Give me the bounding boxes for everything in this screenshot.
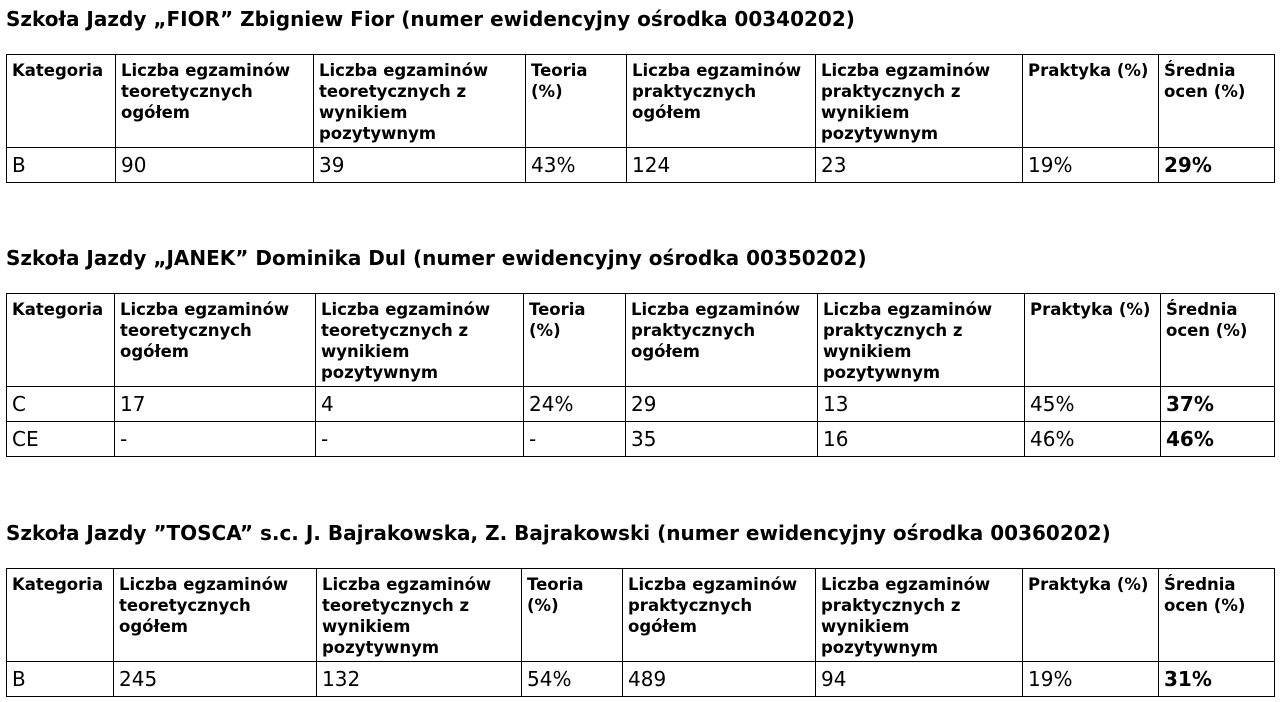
cell-theory-percent: -	[524, 422, 626, 457]
header-category: Kategoria	[7, 294, 115, 387]
header-practice-passed: Liczba egzaminów praktycznych z wynikiem pozytywnym	[816, 569, 1023, 662]
cell-practice-passed: 94	[816, 662, 1023, 697]
header-theory-passed: Liczba egzaminów teoretycznych z wynikiem pozytywnym	[317, 569, 522, 662]
cell-practice-total: 124	[627, 148, 816, 183]
cell-practice-percent: 19%	[1023, 148, 1159, 183]
header-practice-total: Liczba egzaminów praktycznych ogółem	[627, 55, 816, 148]
cell-theory-total: 90	[116, 148, 314, 183]
cell-practice-percent: 19%	[1023, 662, 1159, 697]
cell-theory-percent: 43%	[526, 148, 627, 183]
cell-average: 37%	[1161, 387, 1275, 422]
cell-theory-passed: -	[316, 422, 524, 457]
exam-results-table	[6, 568, 1275, 697]
header-practice-percent: Praktyka (%)	[1023, 569, 1159, 662]
header-theory-percent: Teoria (%)	[524, 294, 626, 387]
cell-average: 29%	[1159, 148, 1275, 183]
header-average: Średnia ocen (%)	[1161, 294, 1275, 387]
header-practice-total: Liczba egzaminów praktycznych ogółem	[623, 569, 816, 662]
cell-category: B	[7, 148, 116, 183]
header-row	[7, 55, 1275, 148]
school-title: Szkoła Jazdy „JANEK” Dominika Dul (numer ewidencyjny ośrodka 00350202)	[6, 246, 867, 270]
cell-practice-total: 489	[623, 662, 816, 697]
header-practice-percent: Praktyka (%)	[1023, 55, 1159, 148]
header-theory-passed: Liczba egzaminów teoretycznych z wynikiem pozytywnym	[314, 55, 526, 148]
cell-practice-percent: 46%	[1025, 422, 1161, 457]
table-row	[7, 422, 1275, 457]
cell-theory-total: 245	[114, 662, 317, 697]
cell-theory-percent: 54%	[522, 662, 623, 697]
cell-theory-total: -	[115, 422, 316, 457]
school-section-fior	[6, 6, 1274, 183]
cell-practice-passed: 13	[818, 387, 1025, 422]
school-section-janek	[6, 245, 1274, 457]
header-practice-passed: Liczba egzaminów praktycznych z wynikiem pozytywnym	[816, 55, 1023, 148]
cell-category: CE	[7, 422, 115, 457]
header-category: Kategoria	[7, 55, 116, 148]
header-theory-total: Liczba egzaminów teoretycznych ogółem	[116, 55, 314, 148]
table-row	[7, 662, 1275, 697]
exam-results-table	[6, 54, 1275, 183]
cell-theory-passed: 39	[314, 148, 526, 183]
cell-theory-passed: 4	[316, 387, 524, 422]
cell-category: B	[7, 662, 114, 697]
header-theory-total: Liczba egzaminów teoretycznych ogółem	[114, 569, 317, 662]
cell-theory-total: 17	[115, 387, 316, 422]
header-row	[7, 294, 1275, 387]
cell-practice-passed: 16	[818, 422, 1025, 457]
table-row	[7, 387, 1275, 422]
exam-results-table	[6, 293, 1275, 457]
cell-theory-percent: 24%	[524, 387, 626, 422]
header-category: Kategoria	[7, 569, 114, 662]
cell-practice-passed: 23	[816, 148, 1023, 183]
table-row	[7, 148, 1275, 183]
school-section-tosca	[6, 520, 1274, 697]
cell-average: 46%	[1161, 422, 1275, 457]
school-title: Szkoła Jazdy „FIOR” Zbigniew Fior (numer ewidencyjny ośrodka 00340202)	[6, 7, 855, 31]
cell-practice-total: 35	[626, 422, 818, 457]
cell-category: C	[7, 387, 115, 422]
cell-practice-total: 29	[626, 387, 818, 422]
header-theory-total: Liczba egzaminów teoretycznych ogółem	[115, 294, 316, 387]
cell-average: 31%	[1159, 662, 1275, 697]
header-theory-percent: Teoria (%)	[526, 55, 627, 148]
header-row	[7, 569, 1275, 662]
school-title: Szkoła Jazdy ”TOSCA” s.c. J. Bajrakowska, Z. Bajrakowski (numer ewidencyjny ośrodka 00360202)	[6, 521, 1111, 545]
header-average: Średnia ocen (%)	[1159, 55, 1275, 148]
header-theory-passed: Liczba egzaminów teoretycznych z wynikiem pozytywnym	[316, 294, 524, 387]
cell-practice-percent: 45%	[1025, 387, 1161, 422]
header-practice-passed: Liczba egzaminów praktycznych z wynikiem pozytywnym	[818, 294, 1025, 387]
cell-theory-passed: 132	[317, 662, 522, 697]
header-practice-total: Liczba egzaminów praktycznych ogółem	[626, 294, 818, 387]
header-theory-percent: Teoria (%)	[522, 569, 623, 662]
header-average: Średnia ocen (%)	[1159, 569, 1275, 662]
header-practice-percent: Praktyka (%)	[1025, 294, 1161, 387]
